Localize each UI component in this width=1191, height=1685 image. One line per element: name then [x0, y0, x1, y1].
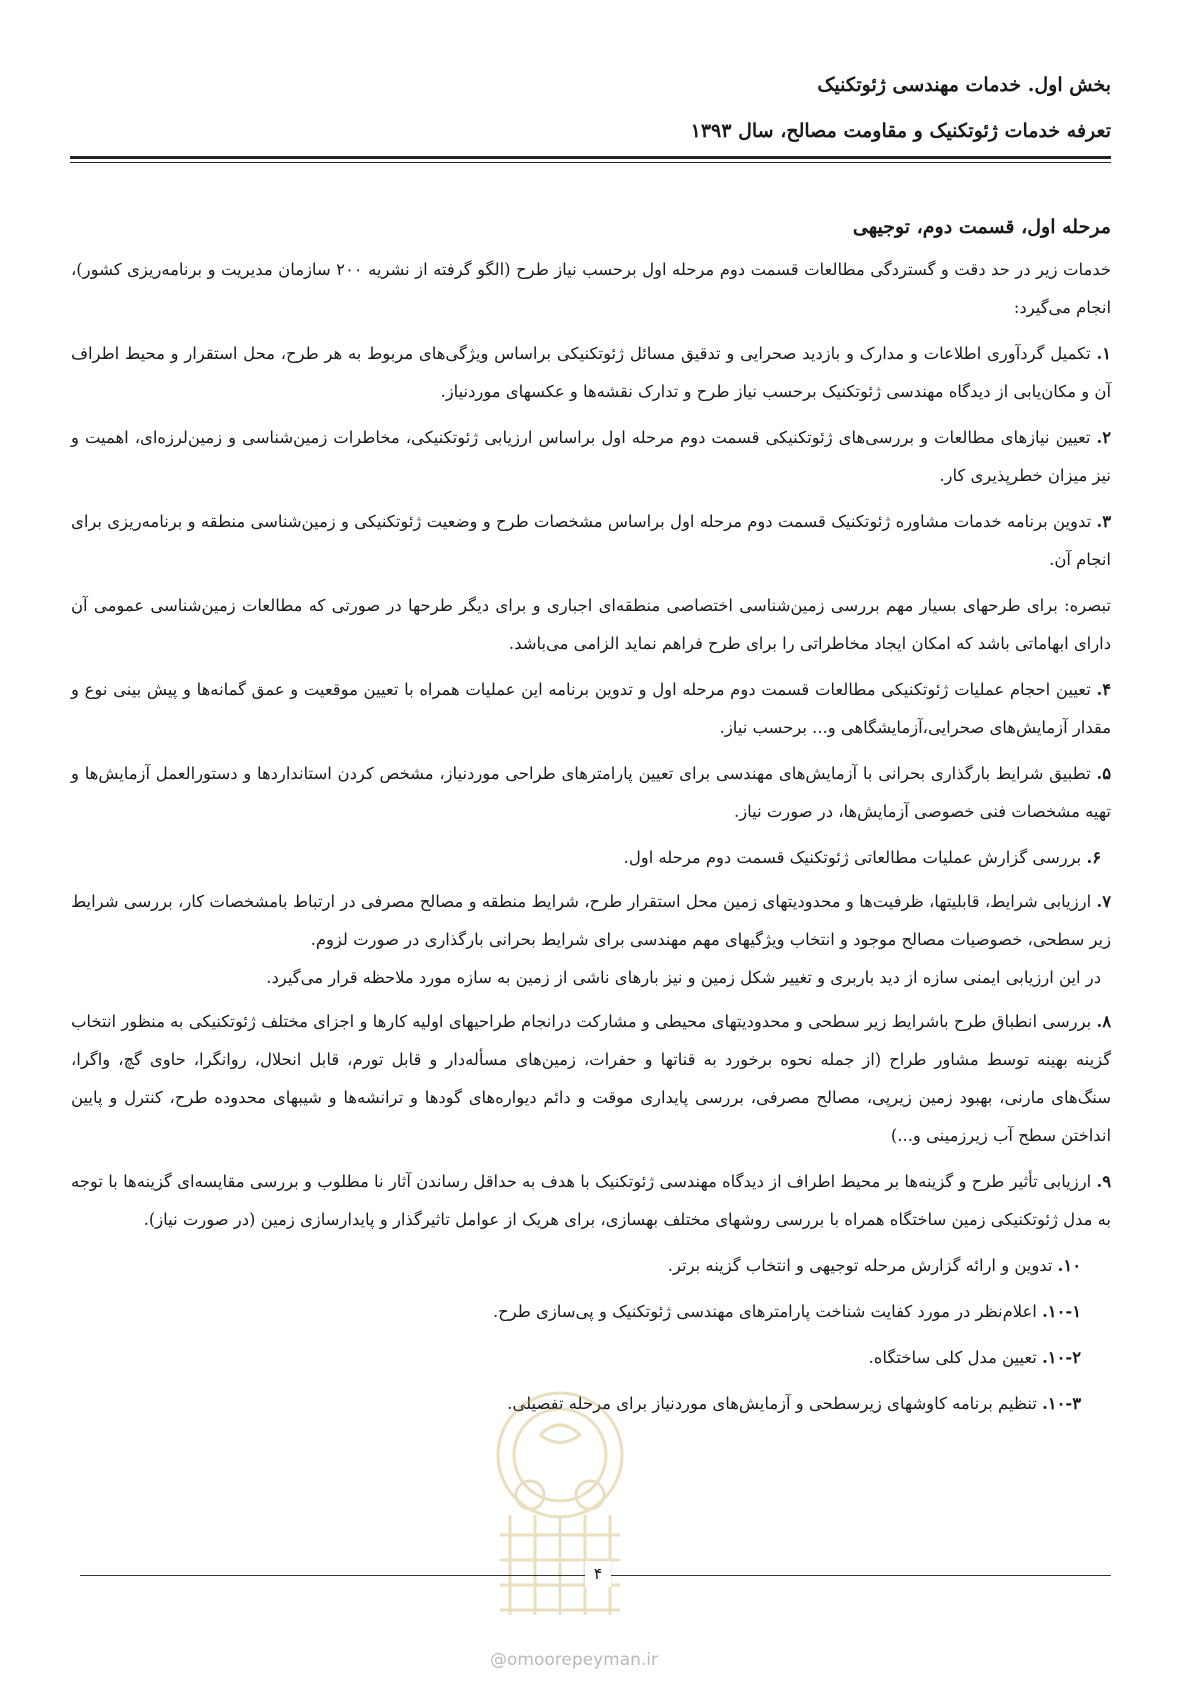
item-number: ۸.: [1096, 1012, 1111, 1031]
item-text: تدوین برنامه خدمات مشاوره ژئوتکنیک قسمت دوم مرحله اول براساس مشخصات طرح و وضعیت ژئوتکنیکی و زمین‌شناسی منطقه و برنامه‌ریزی برای انجام آن.: [71, 512, 1111, 569]
item-number: ۱.: [1096, 344, 1111, 363]
watermark-logo-icon: [470, 1375, 650, 1625]
item-text: تعیین احجام عملیات ژئوتکنیکی مطالعات قسمت دوم مرحله اول و تدوین برنامه این عملیات همراه با تعیین موقعیت و عمق گمانه‌ها و پیش بینی نوع و مقدار آزمایش‌های صحرایی،آزمایشگاهی و... برحسب نیاز.: [71, 680, 1111, 737]
list-item: [71, 503, 1111, 579]
item-number: ۵.: [1096, 764, 1111, 783]
item7-extra-paragraph: در این ارزیابی ایمنی سازه از دید باربری و تغییر شکل زمین و نیز بارهای ناشی از زمین به سازه مورد ملاحظه قرار می‌گیرد.: [266, 968, 1101, 987]
list-item: [71, 1003, 1111, 1155]
list-item: [71, 883, 1111, 959]
header-rule-thick: [70, 156, 1111, 159]
page-header: [81, 62, 1111, 154]
list-item: [71, 755, 1111, 831]
item-text: تنظیم برنامه کاوشهای زیرسطحی و آزمایش‌های موردنیاز برای مرحله تفصیلی.: [507, 1394, 1037, 1413]
list-item: [71, 419, 1111, 495]
header-part-title: بخش اول. خدمات مهندسی ژئوتکنیک: [817, 74, 1111, 96]
item-number: ۶.: [1086, 848, 1101, 867]
note-paragraph: تبصره: برای طرحهای بسیار مهم بررسی زمین‌شناسی اختصاصی منطقه‌ای اجباری و برای دیگر طرحها در صورتی که مطالعات زمین‌شناسی عمومی آن دارای ابهاماتی باشد که امکان ایجاد مخاطراتی را برای طرح فراهم نماید الزامی می‌باشد.: [71, 596, 1111, 653]
item-text: تدوین و ارائه گزارش مرحله توجیهی و انتخاب گزینه برتر.: [667, 1256, 1053, 1275]
list-item: [71, 335, 1111, 411]
list-item: [71, 671, 1111, 747]
item-number: ۷.: [1096, 892, 1111, 911]
list-item: [71, 839, 1111, 877]
header-doc-title: تعرفه خدمات ژئوتکنیک و مقاومت مصالح، سال ۱۳۹۳: [690, 120, 1111, 142]
page-number: ۴: [585, 1561, 611, 1587]
item-text: تکمیل گردآوری اطلاعات و مدارک و بازدید صحرایی و تدقیق مسائل ژئوتکنیکی براساس ویژگی‌های مربوط به هر طرح، محل استقرار و محیط اطراف آن و مکان‌یابی از دیدگاه مهندسی ژئوتکنیک برحسب نیاز طرح و تدارک نقشه‌ها و عکسهای موردنیاز.: [71, 344, 1111, 401]
item-text: بررسی انطباق طرح باشرایط زیر سطحی و محدودیتهای محیطی و مشارکت درانجام طراحیهای اولیه کارها و اجزای مختلف ژئوتکنیکی به منظور انتخاب گزینه بهینه توسط مشاور طراح (از جمله نحوه برخورد به قناتها و حفرات، زمین‌های مسأله‌دار و قابل تورم، قابل انحلال، روانگرا، حاوی گچ، واگرا، سنگ‌های مارنی، بهبود زمین زیرپی، مصالح مصرفی، بررسی پایداری موقت و دائم دیواره‌های گودها و ترانشه‌ها و شیبهای محدوده طرح، کنترل و پایین انداختن سطح آب زیرزمینی و...): [71, 1012, 1111, 1145]
item-text: ارزیابی شرایط، قابلیتها، ظرفیت‌ها و محدودیتهای زمین محل استقرار طرح، شرایط منطقه و مصالح مصرفی در ارتباط بامشخصات کار، بررسی شرایط زیر سطحی، خصوصیات مصالح موجود و انتخاب ویژگیهای مهم مهندسی برای شرایط بحرانی بارگذاری در صورت لزوم.: [71, 892, 1111, 949]
item-text: ارزیابی تأثیر طرح و گزینه‌ها بر محیط اطراف از دیدگاه مهندسی ژئوتکنیک با هدف به حداقل رساندن آثار نا مطلوب و بررسی مقایسه‌ای گزینه‌ها با توجه به مدل ژئوتکنیکی زمین ساختگاه همراه با بررسی روشهای مختلف بهسازی، برای هریک از عوامل تاثیرگذار و پایدارسازی زمین (در صورت نیاز).: [71, 1172, 1111, 1229]
item-number: ۱۰-۳.: [1042, 1394, 1081, 1413]
item-text: تطبیق شرایط بارگذاری بحرانی با آزمایش‌های مهندسی برای تعیین پارامترهای طراحی موردنیاز، مشخص کردن استانداردها و دستورالعمل آزمایش‌ها و تهیه مشخصات فنی خصوصی آزمایش‌ها، در صورت نیاز.: [71, 764, 1111, 821]
item-text: تعیین نیازهای مطالعات و بررسی‌های ژئوتکنیکی قسمت دوم مرحله اول براساس ارزیابی ژئوتکنیکی، مخاطرات زمین‌شناسی و زمین‌لرزه‌ای، اهمیت و نیز میزان خطرپذیری کار.: [71, 428, 1111, 485]
item-number: ۱۰.: [1057, 1256, 1081, 1275]
sub-list-item: [71, 1293, 1111, 1331]
header-rule-thin: [70, 162, 1111, 163]
item-text: بررسی گزارش عملیات مطالعاتی ژئوتکنیک قسمت دوم مرحله اول.: [623, 848, 1082, 867]
item-text: اعلام‌نظر در مورد کفایت شناخت پارامترهای مهندسی ژئوتکنیک و پی‌سازی طرح.: [492, 1302, 1037, 1321]
item-number: ۳.: [1096, 512, 1111, 531]
item-text: تعیین مدل کلی ساختگاه.: [868, 1348, 1037, 1367]
item-number: ۹.: [1096, 1172, 1111, 1191]
section-title: مرحله اول، قسمت دوم، توجیهی: [852, 216, 1111, 238]
website-watermark: @omoorepeyman.ir: [490, 1650, 659, 1670]
item-number: ۲.: [1096, 428, 1111, 447]
item-number: ۱۰-۱.: [1042, 1302, 1081, 1321]
item-number: ۴.: [1096, 680, 1111, 699]
intro-paragraph: خدمات زیر در حد دقت و گستردگی مطالعات قسمت دوم مرحله اول برحسب نیاز طرح (الگو گرفته از نشریه ۲۰۰ سازمان مدیریت و برنامه‌ریزی کشور)، انجام می‌گیرد:: [71, 260, 1111, 317]
list-item: [71, 1163, 1111, 1239]
page-content: [71, 205, 1111, 1431]
item-number: ۱۰-۲.: [1042, 1348, 1081, 1367]
list-item: [71, 1247, 1111, 1285]
sub-list-item: [71, 1339, 1111, 1377]
